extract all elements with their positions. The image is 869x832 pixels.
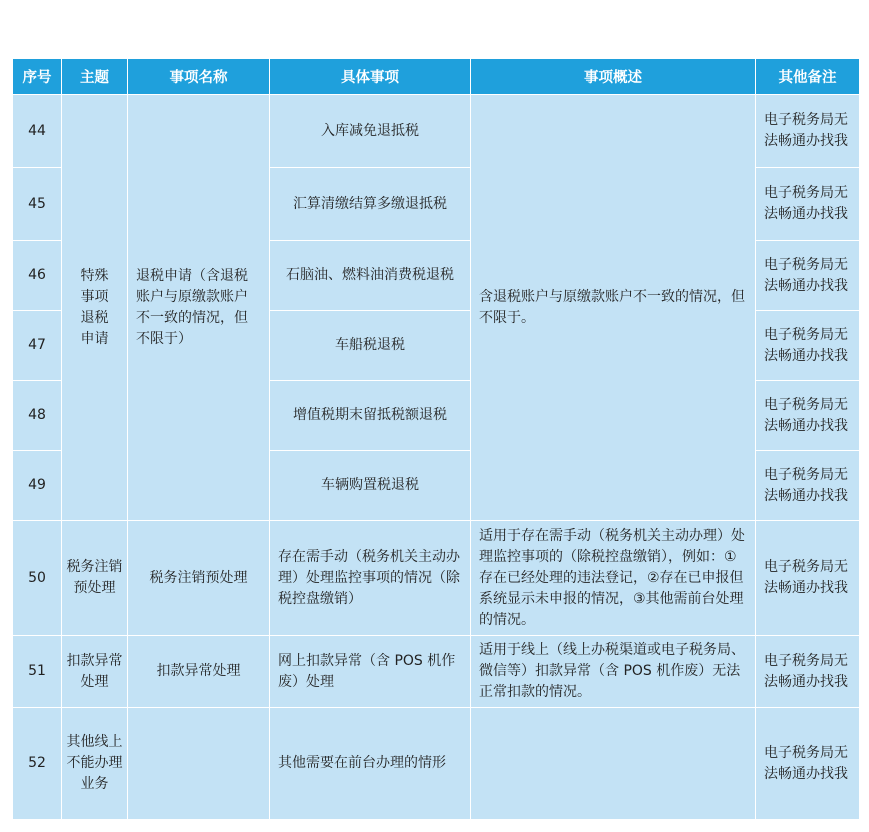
- col-header-summary: 事项概述: [471, 59, 756, 95]
- detail-cell: 车船税退税: [270, 311, 471, 381]
- topic-cell: 特殊事项退税申请: [62, 95, 128, 521]
- note-cell: 电子税务局无法畅通办找我: [756, 168, 860, 241]
- detail-cell: 汇算清缴结算多缴退抵税: [270, 168, 471, 241]
- item-name-cell: 退税申请（含退税账户与原缴款账户不一致的情况，但不限于）: [128, 95, 270, 521]
- table-row: [13, 708, 860, 820]
- table-row: [13, 95, 860, 168]
- item-name-cell: 税务注销预处理: [128, 521, 270, 636]
- row-number: 45: [13, 168, 62, 241]
- row-number: 50: [13, 521, 62, 636]
- col-header-no: 序号: [13, 59, 62, 95]
- summary-cell: [471, 708, 756, 820]
- note-cell: 电子税务局无法畅通办找我: [756, 708, 860, 820]
- note-cell: 电子税务局无法畅通办找我: [756, 241, 860, 311]
- detail-cell: 其他需要在前台办理的情形: [270, 708, 471, 820]
- summary-cell: 含退税账户与原缴款账户不一致的情况，但不限于。: [471, 95, 756, 521]
- tax-service-table: [12, 58, 860, 820]
- detail-cell: 存在需手动（税务机关主动办理）处理监控事项的情况（除税控盘缴销）: [270, 521, 471, 636]
- detail-cell: 石脑油、燃料油消费税退税: [270, 241, 471, 311]
- topic-cell: 税务注销预处理: [62, 521, 128, 636]
- row-number: 46: [13, 241, 62, 311]
- row-number: 52: [13, 708, 62, 820]
- col-header-detail: 具体事项: [270, 59, 471, 95]
- topic-cell: 扣款异常处理: [62, 636, 128, 708]
- col-header-note: 其他备注: [756, 59, 860, 95]
- note-cell: 电子税务局无法畅通办找我: [756, 636, 860, 708]
- detail-cell: 增值税期末留抵税额退税: [270, 381, 471, 451]
- col-header-item-name: 事项名称: [128, 59, 270, 95]
- col-header-topic: 主题: [62, 59, 128, 95]
- header-row: [13, 59, 860, 95]
- row-number: 44: [13, 95, 62, 168]
- summary-cell: 适用于存在需手动（税务机关主动办理）处理监控事项的（除税控盘缴销），例如：①存在已经处理的违法登记，②存在已申报但系统显示未申报的情况，③其他需前台处理的情况。: [471, 521, 756, 636]
- note-cell: 电子税务局无法畅通办找我: [756, 311, 860, 381]
- detail-cell: 车辆购置税退税: [270, 451, 471, 521]
- note-cell: 电子税务局无法畅通办找我: [756, 451, 860, 521]
- summary-cell: 适用于线上（线上办税渠道或电子税务局、微信等）扣款异常（含 POS 机作废）无法正常扣款的情况。: [471, 636, 756, 708]
- row-number: 49: [13, 451, 62, 521]
- row-number: 48: [13, 381, 62, 451]
- topic-cell: 其他线上不能办理业务: [62, 708, 128, 820]
- table-row: [13, 521, 860, 636]
- table-row: [13, 636, 860, 708]
- row-number: 47: [13, 311, 62, 381]
- item-name-cell: 扣款异常处理: [128, 636, 270, 708]
- note-cell: 电子税务局无法畅通办找我: [756, 381, 860, 451]
- note-cell: 电子税务局无法畅通办找我: [756, 95, 860, 168]
- detail-cell: 入库减免退抵税: [270, 95, 471, 168]
- item-name-cell: [128, 708, 270, 820]
- detail-cell: 网上扣款异常（含 POS 机作废）处理: [270, 636, 471, 708]
- note-cell: 电子税务局无法畅通办找我: [756, 521, 860, 636]
- row-number: 51: [13, 636, 62, 708]
